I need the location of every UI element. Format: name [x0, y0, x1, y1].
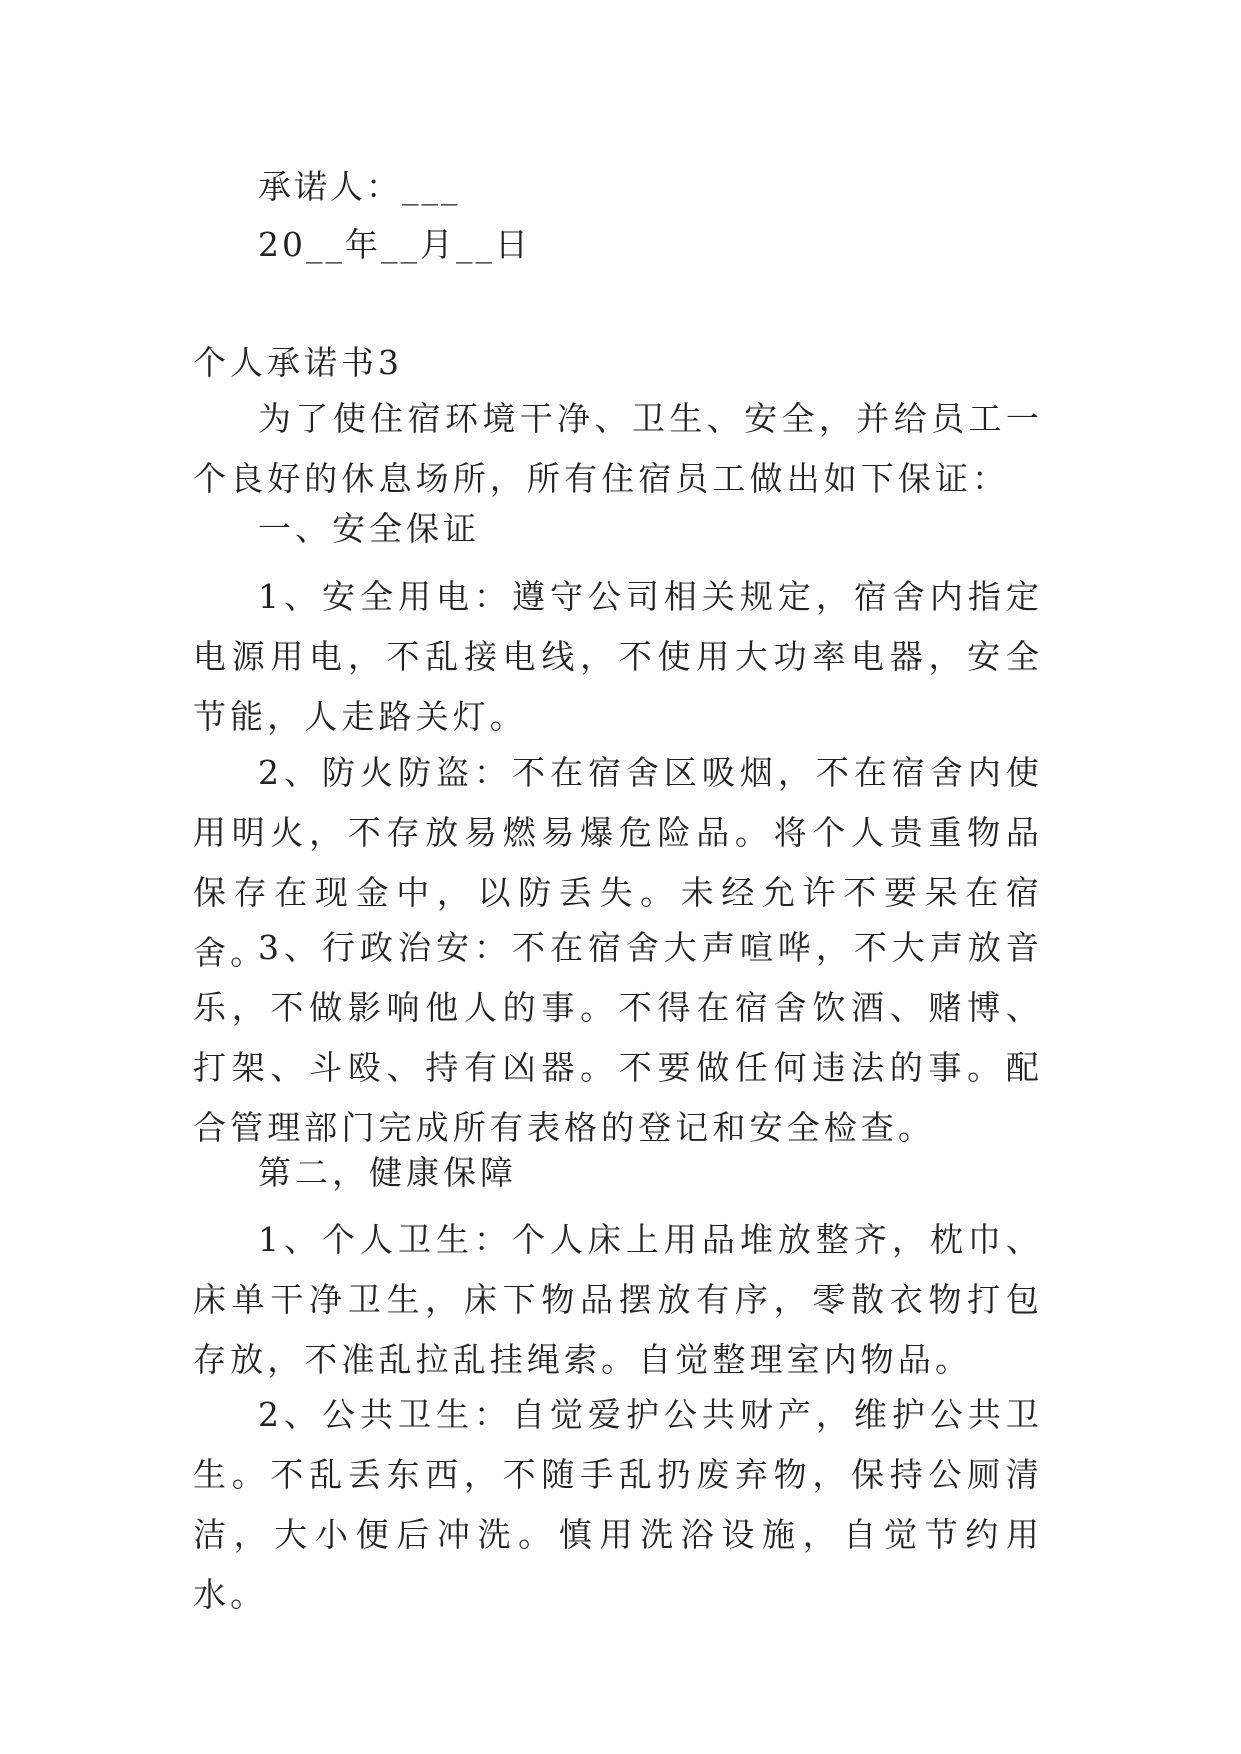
heading-safety: 一、安全保证 [258, 509, 480, 548]
section-title: 个人承诺书3 [193, 343, 403, 382]
signature-date-line: 20__年__月__日 [258, 225, 531, 264]
intro-paragraph: 为了使住宿环境干净、卫生、安全，并给员工一个良好的休息场所，所有住宿员工做出如下保证： [193, 399, 1043, 498]
item-public-hygiene: 2、公共卫生：自觉爱护公共财产，维护公共卫生。不乱丢东西，不随手乱扔废弃物，保持公厕清洁，大小便后冲洗。慎用洗浴设施，自觉节约用水。 [193, 1395, 1043, 1614]
item-public-order: 3、行政治安：不在宿舍大声喧哗，不大声放音乐，不做影响他人的事。不得在宿舍饮酒、赌博、打架、斗殴、持有凶器。不要做任何违法的事。配合管理部门完成所有表格的登记和安全检查。 [193, 928, 1043, 1147]
item-personal-hygiene: 1、个人卫生：个人床上用品堆放整齐，枕巾、床单干净卫生，床下物品摆放有序，零散衣物打包存放，不准乱拉乱挂绳索。自觉整理室内物品。 [193, 1220, 1043, 1379]
heading-health: 第二，健康保障 [258, 1153, 517, 1192]
promisor-signature-line: 承诺人：___ [258, 167, 461, 206]
item-electricity-safety: 1、安全用电：遵守公司相关规定，宿舍内指定电源用电，不乱接电线，不使用大功率电器，安全节能，人走路关灯。 [193, 577, 1043, 736]
item-fire-theft-prevention: 2、防火防盗：不在宿舍区吸烟，不在宿舍内使用明火，不存放易燃易爆危险品。将个人贵重物品保存在现金中，以防丢失。未经允许不要呆在宿舍。 [193, 753, 1043, 972]
